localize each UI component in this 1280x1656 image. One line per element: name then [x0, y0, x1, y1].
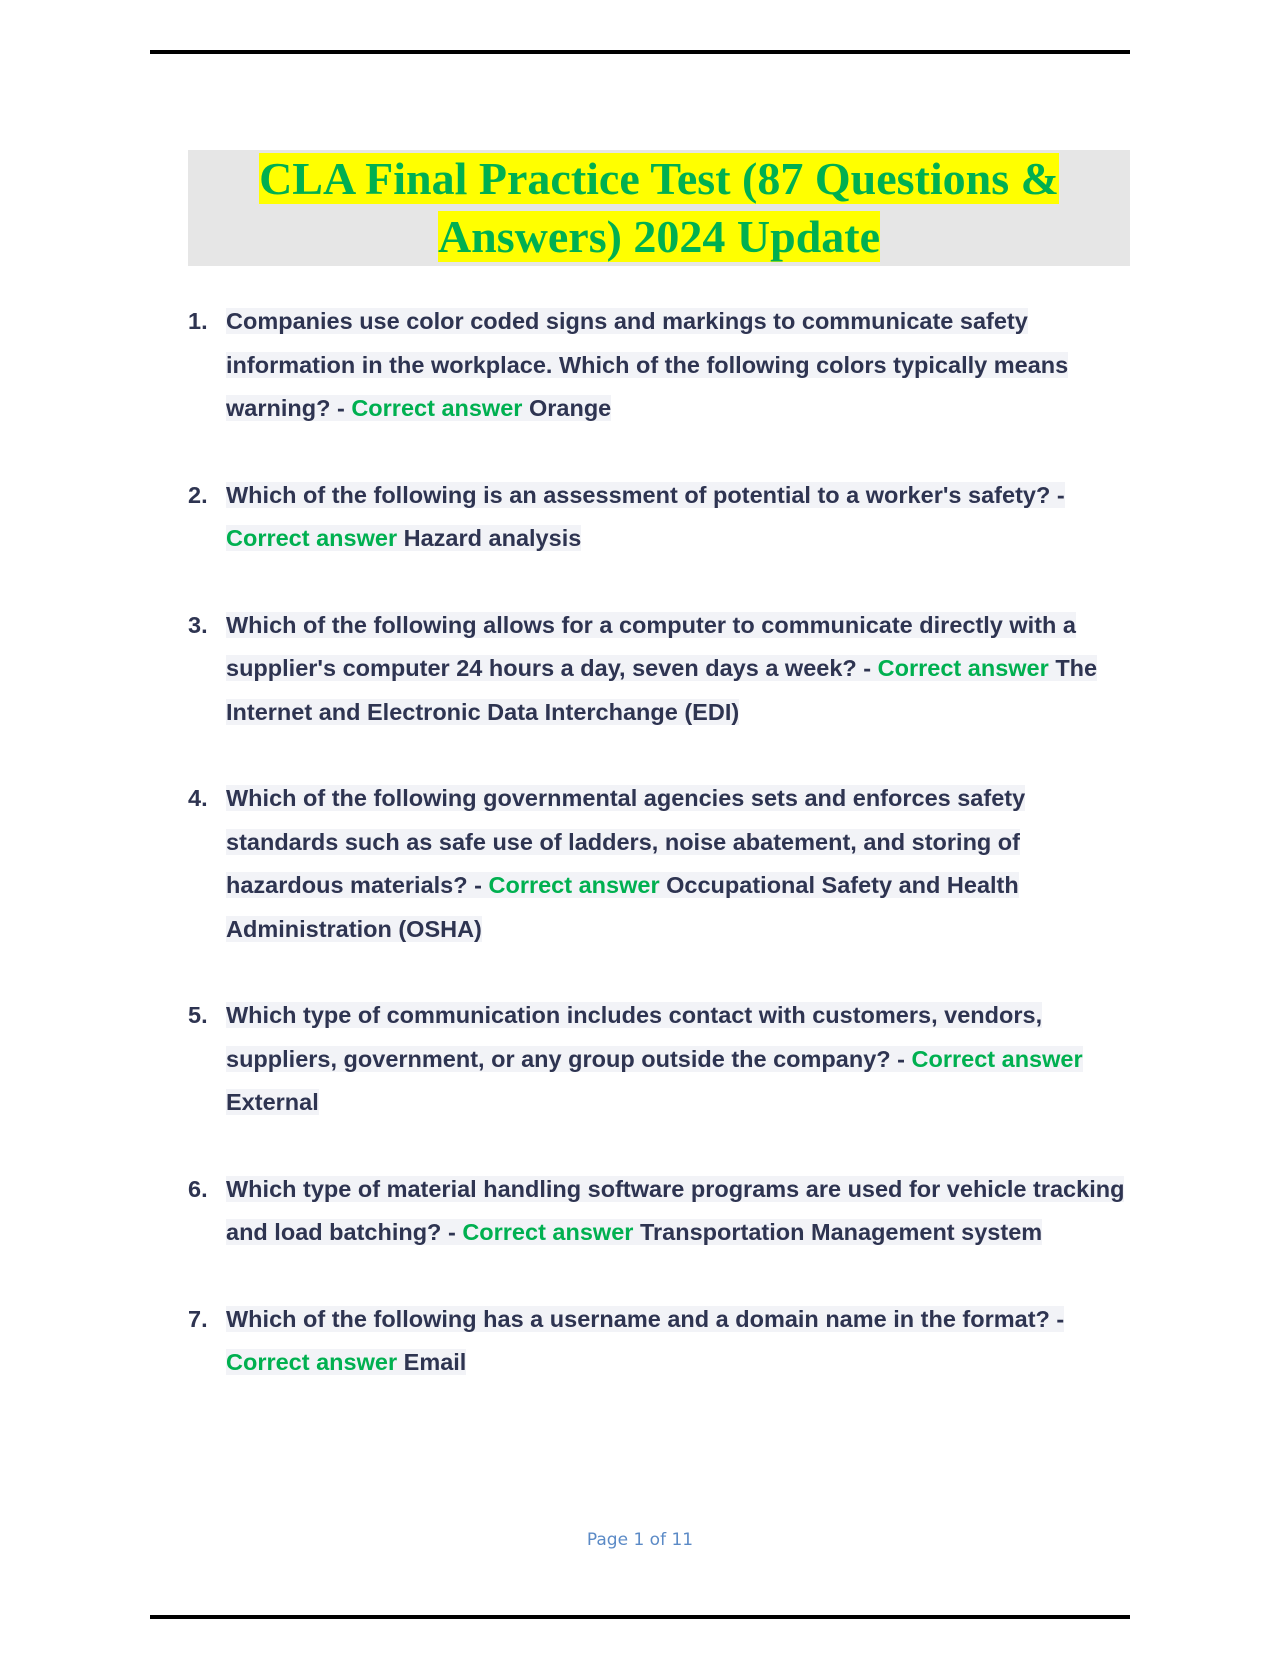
question-text: Which type of material handling software programs are used for vehicle tracking and load batching? -: [226, 1175, 1125, 1245]
question-text-block: [226, 612, 1097, 725]
page-number: Page 1 of 11: [586, 1530, 694, 1550]
title-line-2: Answers) 2024 Update: [437, 211, 881, 262]
answer-text: Transportation Management system: [639, 1219, 1043, 1245]
question-number: 6.: [188, 1175, 208, 1202]
question-list: [188, 300, 1133, 1428]
answer-text: Hazard analysis: [403, 525, 582, 551]
question-item-3: [188, 604, 1133, 735]
question-text-block: [226, 482, 1065, 552]
correct-answer-label: Correct answer: [877, 655, 1049, 681]
footer-rule: [150, 1615, 1130, 1619]
question-text: Which of the following allows for a computer to communicate directly with a supplier's computer 24 hours a day, seven days a week? -: [226, 611, 1076, 681]
question-text-block: [226, 1002, 1083, 1115]
header-rule: [150, 50, 1130, 54]
question-text-block: [226, 308, 1068, 421]
answer-text: External: [226, 1089, 319, 1115]
question-number: 3.: [188, 611, 208, 638]
question-text: Which type of communication includes contact with customers, vendors, suppliers, government, or any group outside the company? -: [226, 1002, 1043, 1072]
question-number: 5.: [188, 1002, 208, 1028]
answer-text: Occupational Safety and Health Administration (OSHA): [226, 872, 1019, 942]
document-title: [188, 150, 1130, 266]
question-text: Which of the following has a username and a domain name in the format? -: [226, 1305, 1065, 1332]
answer-text: Orange: [528, 395, 612, 421]
correct-answer-label: Correct answer: [911, 1045, 1083, 1072]
question-text-block: [226, 1176, 1124, 1246]
question-item-1: [188, 300, 1133, 431]
question-text-block: [226, 1306, 1064, 1376]
question-text-block: [226, 785, 1025, 942]
question-number: 7.: [188, 1305, 208, 1332]
question-number: 4.: [188, 785, 208, 811]
question-text: Which of the following is an assessment of potential to a worker's safety? -: [226, 481, 1065, 508]
question-number: 2.: [188, 481, 208, 508]
correct-answer-label: Correct answer: [226, 1349, 398, 1375]
question-item-5: [188, 994, 1133, 1125]
correct-answer-label: Correct answer: [351, 395, 523, 421]
correct-answer-label: Correct answer: [226, 525, 398, 551]
question-item-2: [188, 474, 1133, 561]
answer-text: Email: [403, 1349, 467, 1375]
question-item-4: [188, 777, 1133, 951]
answer-text: The Internet and Electronic Data Interchange (EDI): [226, 655, 1098, 725]
question-text: Companies use color coded signs and markings to communicate safety information in the workplace. Which of the following colors typically means warning? -: [226, 308, 1069, 421]
question-item-7: [188, 1298, 1133, 1385]
question-item-6: [188, 1168, 1133, 1255]
question-text: Which of the following governmental agencies sets and enforces safety standards such as safe use of ladders, noise abatement, and storing of hazardous materials? -: [226, 785, 1026, 898]
correct-answer-label: Correct answer: [462, 1219, 634, 1245]
question-number: 1.: [188, 308, 208, 334]
correct-answer-label: Correct answer: [488, 872, 660, 898]
title-line-1: CLA Final Practice Test (87 Questions &: [259, 153, 1059, 204]
